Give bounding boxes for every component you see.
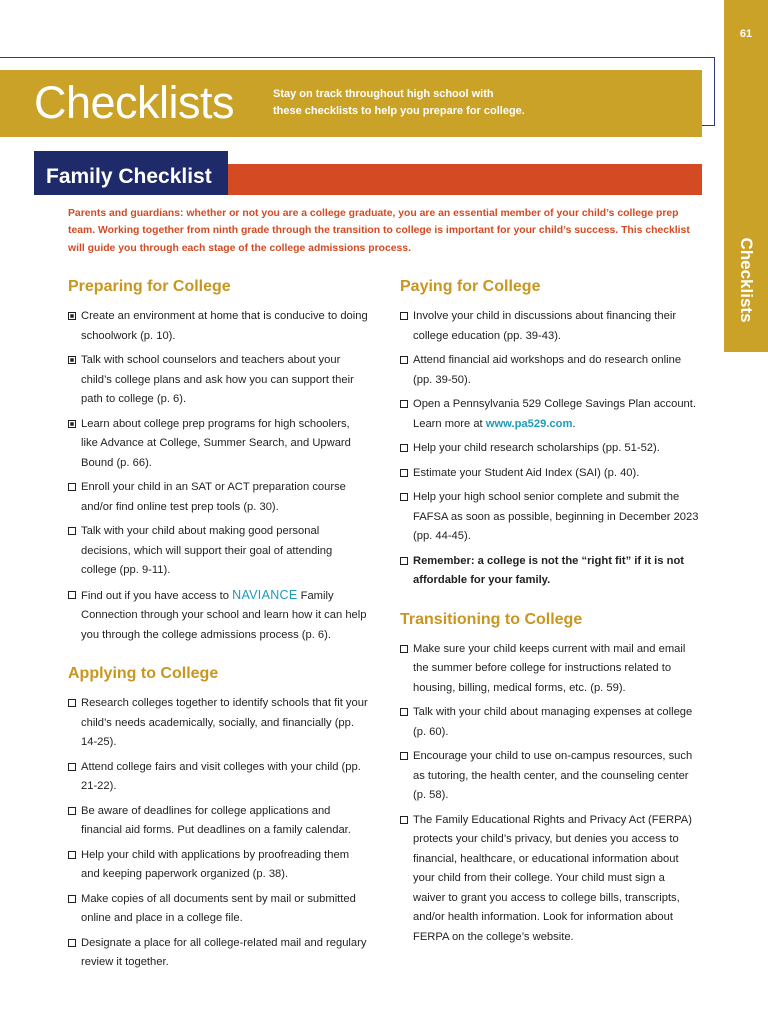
checklist-item-text: Learn about college prep programs for high schoolers, like Advance at College, Summer Search, and Upward Bound (p. 66). <box>81 417 351 469</box>
checkbox[interactable] <box>68 699 76 707</box>
tagline-line-2: these checklists to help you prepare for college. <box>273 105 525 117</box>
checkbox[interactable] <box>68 895 76 903</box>
checklist-item <box>68 934 368 973</box>
header-tagline <box>273 86 573 120</box>
checklist-item-text: Attend financial aid workshops and do research online (pp. 39-50). <box>413 354 682 386</box>
checklist-item <box>68 478 368 517</box>
checklist-item <box>68 522 368 581</box>
checklist-item <box>400 640 700 699</box>
remember-text: Remember: a college is not the “right fit” if it is not affordable for your family. <box>413 554 685 586</box>
tagline-line-1: Stay on track throughout high school with <box>273 88 494 100</box>
checklist-item <box>400 439 700 459</box>
checklist-item <box>400 488 700 547</box>
applying-heading: Applying to College <box>68 665 219 682</box>
checklist-item-remember <box>400 552 700 591</box>
checkbox[interactable] <box>400 557 408 565</box>
checklist-item-text: Designate a place for all college-related mail and regulary review it together. <box>81 936 367 968</box>
checklist-item-text: Estimate your Student Aid Index (SAI) (p. 40). <box>413 466 640 479</box>
section-title: Family Checklist <box>46 165 212 188</box>
checklist-item <box>400 747 700 806</box>
checklist-item <box>68 694 368 753</box>
transitioning-heading: Transitioning to College <box>400 610 583 628</box>
pa529-text-after: . <box>572 417 576 430</box>
paying-checklist <box>400 307 700 591</box>
checkbox[interactable] <box>400 400 408 408</box>
checklist-item <box>68 846 368 885</box>
naviance-text-after: Family Connection through your school and learn how it can help you through the college admissions process (p. 6). <box>81 589 367 641</box>
preparing-checklist <box>68 307 368 645</box>
checklist-item-text: Help your high school senior complete and submit the FAFSA as soon as possible, beginning in December 2023 (pp. 44-45). <box>413 491 699 542</box>
checklist-item-text: Help your child with applications by proofreading them and keeping paperwork organized (p. 38). <box>81 848 350 880</box>
checklist-item <box>400 307 700 346</box>
checkbox[interactable] <box>400 752 408 760</box>
checked-checkbox[interactable] <box>68 356 76 364</box>
checklist-item <box>68 415 368 474</box>
checklist-item <box>68 890 368 929</box>
page-title: Checklists <box>34 77 235 128</box>
checked-checkbox[interactable] <box>68 420 76 428</box>
checklist-item <box>68 351 368 410</box>
checkbox[interactable] <box>68 807 76 815</box>
checklist-item <box>400 464 700 484</box>
checklist-item-text: Talk with your child about managing expenses at college (p. 60). <box>413 706 693 738</box>
pa529-link[interactable]: www.pa529.com <box>485 417 573 430</box>
checkbox[interactable] <box>68 851 76 859</box>
checkbox[interactable] <box>68 763 76 771</box>
naviance-text-before: Find out if you have access to <box>81 589 233 602</box>
page-number: 61 <box>739 28 753 40</box>
checkbox[interactable] <box>68 591 76 599</box>
checklist-item <box>400 811 700 948</box>
checklist-item-text: Talk with school counselors and teachers about your child’s college plans and ask how you can support their path to college (p. 6). <box>81 354 354 405</box>
checked-checkbox[interactable] <box>68 312 76 320</box>
checkbox[interactable] <box>400 469 408 477</box>
checklist-item <box>68 758 368 797</box>
checklist-item-text: Make sure your child keeps current with mail and email the summer before college for instructions related to housing, billing, medical forms, etc. (p. 59). <box>413 642 686 694</box>
left-column <box>68 276 368 978</box>
checklist-item-naviance <box>68 586 368 646</box>
checkbox[interactable] <box>400 356 408 364</box>
checklist-item-text: Talk with your child about making good personal decisions, which will support their goal of attending college (pp. 9-11). <box>81 525 333 576</box>
intro-paragraph: Parents and guardians: whether or not you are a college graduate, you are an essential member of your child’s college prep team. Working together from ninth grade through the transition to college is important for your child’s success. This checklist will guide you through each stage of the college admissions process. <box>68 208 690 254</box>
checkbox[interactable] <box>400 312 408 320</box>
applying-checklist <box>68 694 368 973</box>
checklist-item-text: Make copies of all documents sent by mail or submitted online and place in a college file. <box>81 892 356 924</box>
checklist-item-text: Create an environment at home that is conducive to doing schoolwork (p. 10). <box>81 310 368 342</box>
checklist-item-text: Research colleges together to identify schools that fit your child’s needs academically, socially, and financially (pp. 14-25). <box>81 697 368 748</box>
checkbox[interactable] <box>400 708 408 716</box>
checkbox[interactable] <box>400 816 408 824</box>
checkbox[interactable] <box>400 645 408 653</box>
checklist-item <box>68 802 368 841</box>
checklist-item-text: Help your child research scholarships (pp. 51-52). <box>413 442 660 454</box>
checkbox[interactable] <box>68 527 76 535</box>
paying-heading: Paying for College <box>400 278 541 295</box>
checkbox[interactable] <box>400 444 408 452</box>
checkbox[interactable] <box>68 939 76 947</box>
checklist-item <box>68 307 368 346</box>
checklist-item-text <box>81 586 368 646</box>
checklist-item-text: Involve your child in discussions about financing their college education (pp. 39-43). <box>413 310 677 342</box>
pa529-text-before: Open a Pennsylvania 529 College Savings Plan account. Learn more at <box>413 398 696 430</box>
checklist-item <box>400 351 700 390</box>
checklist-item-text: Enroll your child in an SAT or ACT preparation course and/or find online test prep tools (p. 30). <box>81 481 346 513</box>
transitioning-checklist <box>400 640 700 948</box>
preparing-heading: Preparing for College <box>68 278 231 295</box>
checklist-item-text: Attend college fairs and visit colleges with your child (pp. 21-22). <box>81 760 361 792</box>
right-column <box>400 276 700 952</box>
checkbox[interactable] <box>68 483 76 491</box>
checklist-item-text <box>413 395 700 434</box>
naviance-logo: NAVIANCE <box>232 587 298 602</box>
checklist-item-text: The Family Educational Rights and Privacy Act (FERPA) protects your child’s privacy, but denies you access to financial, healthcare, or educational information about your child from their college. Your child must sign a waiver to grant you access to college bills, transcripts, and/or health information. Look for information about FERPA on the college’s website. <box>413 813 692 943</box>
side-tab-label: Checklists <box>737 237 756 323</box>
checklist-item-text: Encourage your child to use on-campus resources, such as tutoring, the health center, and the counseling center (p. 58). <box>413 750 693 801</box>
checklist-item-text: Be aware of deadlines for college applications and financial aid forms. Put deadlines on a family calendar. <box>81 804 351 836</box>
checklist-item <box>400 703 700 742</box>
checklist-item-529 <box>400 395 700 434</box>
checkbox[interactable] <box>400 493 408 501</box>
